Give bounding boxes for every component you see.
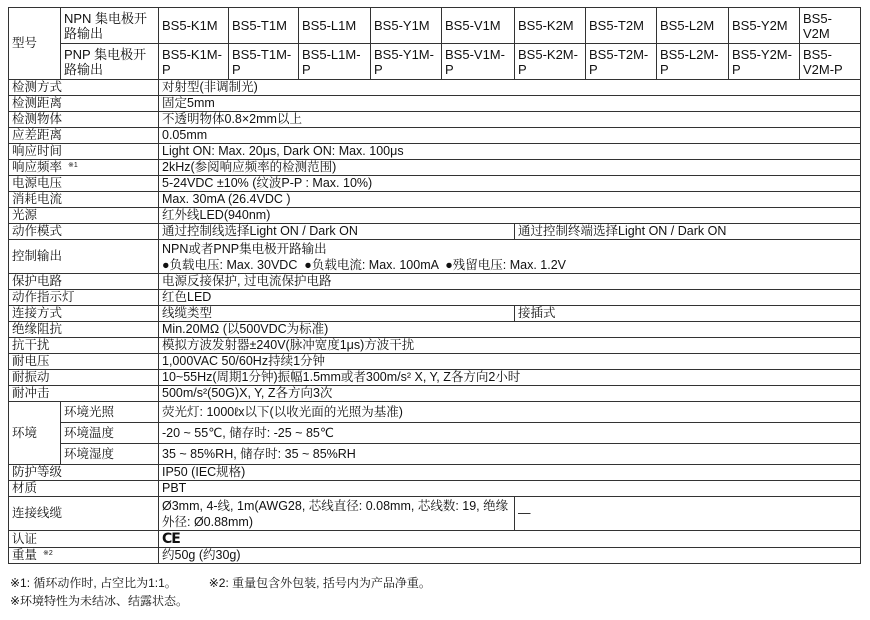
protection-value: 电源反接保护, 过电流保护电路 [159, 274, 861, 290]
control-output-label: 控制输出 [9, 240, 159, 274]
footnote-1: ※1: 循环动作时, 占空比为1:1。 [10, 576, 177, 590]
light-source-label: 光源 [9, 208, 159, 224]
row-detection-method [9, 80, 861, 96]
row-shock [9, 386, 861, 402]
indicator-value: 红色LED [159, 290, 861, 306]
row-ambient-temp [9, 423, 861, 444]
row-protection-grade [9, 465, 861, 481]
hysteresis-label: 应差距离 [9, 128, 159, 144]
vibration-label: 耐振动 [9, 370, 159, 386]
control-output-value [159, 240, 861, 274]
row-detection-object [9, 112, 861, 128]
detection-method-value: 对射型(非调制光) [159, 80, 861, 96]
pnp-model-7: BS5-T2M-P [586, 44, 657, 80]
row-certification [9, 531, 861, 548]
npn-label: NPN 集电极开路输出 [61, 8, 159, 44]
row-hysteresis [9, 128, 861, 144]
indicator-label: 动作指示灯 [9, 290, 159, 306]
control-output-line1: NPN或者PNP集电极开路输出 [162, 241, 327, 256]
dielectric-label: 耐电压 [9, 354, 159, 370]
noise-immunity-value: 模拟方波发射器±240V(脉冲宽度1μs)方波干扰 [159, 338, 861, 354]
row-light-source [9, 208, 861, 224]
ambient-humidity-label: 环境湿度 [61, 444, 159, 465]
current-consumption-value: Max. 30mA (26.4VDC ) [159, 192, 861, 208]
row-weight [9, 548, 861, 564]
weight-label: 重量 [12, 548, 38, 562]
row-control-output [9, 240, 861, 274]
pnp-model-4: BS5-Y1M-P [371, 44, 442, 80]
ambient-humidity-value: 35 ~ 85%RH, 储存时: 35 ~ 85%RH [159, 444, 861, 465]
row-detection-distance [9, 96, 861, 112]
row-vibration [9, 370, 861, 386]
row-ambient-light [9, 402, 861, 423]
pnp-model-row [9, 44, 861, 80]
shock-label: 耐冲击 [9, 386, 159, 402]
row-supply-voltage [9, 176, 861, 192]
weight-note: ※2 [43, 550, 53, 557]
response-frequency-label-cell [9, 160, 159, 176]
certification-label: 认证 [9, 531, 159, 548]
spec-table [8, 7, 861, 564]
response-time-value: Light ON: Max. 20μs, Dark ON: Max. 100μs [159, 144, 861, 160]
operation-mode-value-left: 通过控制线选择Light ON / Dark ON [159, 224, 515, 240]
ce-mark-icon: CE [162, 530, 180, 547]
connection-value-right: 接插式 [515, 306, 861, 322]
control-output-line2: ●负载电压: Max. 30VDC ●负载电流: Max. 100mA ●残留电压: Max. 1.2V [162, 257, 566, 272]
pnp-model-1: BS5-K1M-P [159, 44, 229, 80]
npn-model-row [9, 8, 861, 44]
response-frequency-note: ※1 [68, 162, 78, 169]
cable-value-right: — [515, 497, 861, 531]
operation-mode-label: 动作模式 [9, 224, 159, 240]
ambient-temp-label: 环境温度 [61, 423, 159, 444]
npn-model-3: BS5-L1M [299, 8, 371, 44]
row-material [9, 481, 861, 497]
npn-model-8: BS5-L2M [657, 8, 729, 44]
detection-object-value: 不透明物体0.8×2mm以上 [159, 112, 861, 128]
npn-model-10: BS5-V2M [800, 8, 861, 44]
response-frequency-value: 2kHz(参阅响应频率的检测范围) [159, 160, 861, 176]
npn-model-5: BS5-V1M [442, 8, 515, 44]
current-consumption-label: 消耗电流 [9, 192, 159, 208]
operation-mode-value-right: 通过控制终端选择Light ON / Dark ON [515, 224, 861, 240]
detection-method-label: 检测方式 [9, 80, 159, 96]
cable-label: 连接线缆 [9, 497, 159, 531]
pnp-model-6: BS5-K2M-P [515, 44, 586, 80]
pnp-model-9: BS5-Y2M-P [729, 44, 800, 80]
row-cable [9, 497, 861, 531]
weight-value: 约50g (约30g) [159, 548, 861, 564]
footnote-3: ※环境特性为未结冰、结露状态。 [10, 594, 189, 608]
response-frequency-label: 响应频率 [12, 160, 63, 174]
npn-model-1: BS5-K1M [159, 8, 229, 44]
detection-distance-label: 检测距离 [9, 96, 159, 112]
supply-voltage-value: 5-24VDC ±10% (纹波P-P : Max. 10%) [159, 176, 861, 192]
row-indicator [9, 290, 861, 306]
pnp-model-10: BS5-V2M-P [800, 44, 861, 80]
hysteresis-value: 0.05mm [159, 128, 861, 144]
noise-immunity-label: 抗干扰 [9, 338, 159, 354]
npn-model-7: BS5-T2M [586, 8, 657, 44]
connection-label: 连接方式 [9, 306, 159, 322]
pnp-label: PNP 集电极开路输出 [61, 44, 159, 80]
row-response-time [9, 144, 861, 160]
insulation-value: Min.20MΩ (以500VDC为标准) [159, 322, 861, 338]
response-time-label: 响应时间 [9, 144, 159, 160]
insulation-label: 绝缘阻抗 [9, 322, 159, 338]
environment-label: 环境 [9, 402, 61, 465]
row-operation-mode [9, 224, 861, 240]
vibration-value: 10~55Hz(周期1分钟)振幅1.5mm或者300m/s² X, Y, Z各方向2小时 [159, 370, 861, 386]
footnote-line-1 [10, 574, 431, 592]
pnp-model-5: BS5-V1M-P [442, 44, 515, 80]
npn-model-2: BS5-T1M [229, 8, 299, 44]
supply-voltage-label: 电源电压 [9, 176, 159, 192]
dielectric-value: 1,000VAC 50/60Hz持续1分钟 [159, 354, 861, 370]
model-label: 型号 [9, 8, 61, 80]
shock-value: 500m/s²(50G)X, Y, Z各方向3次 [159, 386, 861, 402]
light-source-value: 红外线LED(940nm) [159, 208, 861, 224]
ambient-light-label: 环境光照 [61, 402, 159, 423]
row-protection [9, 274, 861, 290]
row-response-frequency [9, 160, 861, 176]
row-dielectric [9, 354, 861, 370]
cable-value-left: Ø3mm, 4-线, 1m(AWG28, 芯线直径: 0.08mm, 芯线数: 19, 绝缘外径: Ø0.88mm) [159, 497, 515, 531]
pnp-model-3: BS5-L1M-P [299, 44, 371, 80]
npn-model-6: BS5-K2M [515, 8, 586, 44]
material-value: PBT [159, 481, 861, 497]
npn-model-4: BS5-Y1M [371, 8, 442, 44]
row-ambient-humidity [9, 444, 861, 465]
row-insulation [9, 322, 861, 338]
detection-distance-value: 固定5mm [159, 96, 861, 112]
row-current-consumption [9, 192, 861, 208]
footnote-2: ※2: 重量包含外包装, 括号内为产品净重。 [208, 576, 431, 590]
ambient-light-value: 荧光灯: 1000ℓx以下(以收光面的光照为基准) [159, 402, 861, 423]
weight-label-cell [9, 548, 159, 564]
ambient-temp-value: -20 ~ 55℃, 储存时: -25 ~ 85℃ [159, 423, 861, 444]
protection-grade-label: 防护等级 [9, 465, 159, 481]
certification-value-cell [159, 531, 861, 548]
row-connection [9, 306, 861, 322]
protection-grade-value: IP50 (IEC规格) [159, 465, 861, 481]
footnotes [10, 574, 431, 610]
protection-label: 保护电路 [9, 274, 159, 290]
connection-value-left: 线缆类型 [159, 306, 515, 322]
pnp-model-2: BS5-T1M-P [229, 44, 299, 80]
detection-object-label: 检测物体 [9, 112, 159, 128]
material-label: 材质 [9, 481, 159, 497]
npn-model-9: BS5-Y2M [729, 8, 800, 44]
row-noise-immunity [9, 338, 861, 354]
pnp-model-8: BS5-L2M-P [657, 44, 729, 80]
